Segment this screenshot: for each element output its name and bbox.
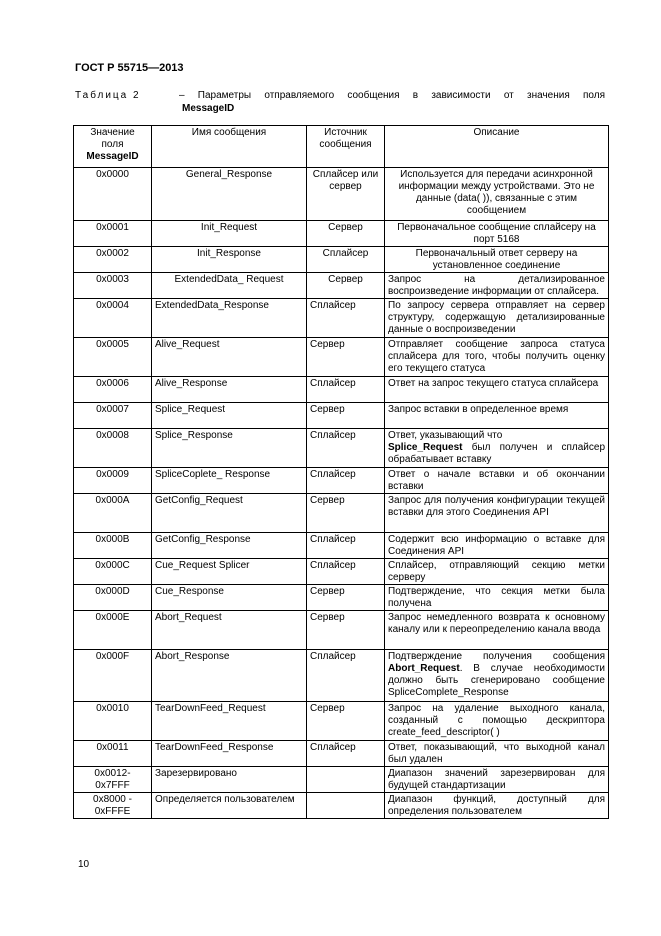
cell-message-source: Сервер bbox=[307, 221, 385, 247]
cell-messageid-value: 0x0007 bbox=[74, 403, 152, 429]
header-messageid bbox=[74, 126, 152, 168]
table-row bbox=[74, 533, 609, 559]
cell-description: Содержит всю информацию о вставке для Соединения API bbox=[385, 533, 609, 559]
cell-message-name: Зарезервировано bbox=[152, 767, 307, 793]
message-parameters-table bbox=[73, 125, 609, 819]
table-body bbox=[74, 168, 609, 819]
cell-message-source: Сплайсер bbox=[307, 650, 385, 702]
description-text: Ответ, указывающий что bbox=[388, 430, 503, 441]
header-messageid-line3: MessageID bbox=[86, 151, 139, 162]
cell-message-source: Сервер bbox=[307, 273, 385, 299]
cell-messageid-value: 0x000B bbox=[74, 533, 152, 559]
cell-message-name: TearDownFeed_Response bbox=[152, 741, 307, 767]
description-text: . В случае необходимости должно быть сгенерировано сообщение SpliceComplete_Response bbox=[388, 663, 605, 698]
cell-message-source: Сплайсер bbox=[307, 377, 385, 403]
cell-messageid-value: 0x000F bbox=[74, 650, 152, 702]
table-row bbox=[74, 403, 609, 429]
cell-description: Запрос на детализированное воспроизведение информации от сплайсера. bbox=[385, 273, 609, 299]
cell-description: Запрос на удаление выходного канала, созданный с помощью дескриптора create_feed_descriptor( ) bbox=[385, 702, 609, 741]
table-row bbox=[74, 494, 609, 533]
cell-message-name: Splice_Request bbox=[152, 403, 307, 429]
cell-message-name: Splice_Response bbox=[152, 429, 307, 468]
cell-message-source: Сервер bbox=[307, 403, 385, 429]
cell-description: Первоначальный ответ серверу на установленное соединение bbox=[385, 247, 609, 273]
cell-message-name: Init_Response bbox=[152, 247, 307, 273]
table-row bbox=[74, 767, 609, 793]
cell-description: Ответ о начале вставки и об окончании вставки bbox=[385, 468, 609, 494]
cell-messageid-value: 0x0010 bbox=[74, 702, 152, 741]
cell-messageid-value: 0x000C bbox=[74, 559, 152, 585]
cell-message-name: ExtendedData_Response bbox=[152, 299, 307, 338]
header-messageid-line2: поля bbox=[101, 139, 124, 150]
table-caption-field: MessageID bbox=[182, 103, 235, 114]
cell-description: Ответ на запрос текущего статуса сплайсера bbox=[385, 377, 609, 403]
cell-description bbox=[385, 650, 609, 702]
cell-messageid-value: 0x0002 bbox=[74, 247, 152, 273]
table-row bbox=[74, 468, 609, 494]
table-header-row bbox=[74, 126, 609, 168]
cell-message-source: Сплайсер bbox=[307, 299, 385, 338]
cell-message-source: Сплайсер bbox=[307, 741, 385, 767]
cell-message-source: Сервер bbox=[307, 611, 385, 650]
cell-message-source: Сервер bbox=[307, 338, 385, 377]
table-row bbox=[74, 559, 609, 585]
table-row bbox=[74, 585, 609, 611]
cell-message-name: Abort_Response bbox=[152, 650, 307, 702]
table-row bbox=[74, 338, 609, 377]
cell-message-source: Сервер bbox=[307, 585, 385, 611]
cell-messageid-value: 0x0006 bbox=[74, 377, 152, 403]
table-row bbox=[74, 793, 609, 819]
cell-description: Запрос вставки в определенное время bbox=[385, 403, 609, 429]
table-row bbox=[74, 650, 609, 702]
cell-message-source: Сплайсер bbox=[307, 468, 385, 494]
cell-message-name: Alive_Request bbox=[152, 338, 307, 377]
cell-description: Отправляет сообщение запроса статуса сплайсера для того, чтобы получить оценку его текущего статуса bbox=[385, 338, 609, 377]
cell-message-name: Cue_Response bbox=[152, 585, 307, 611]
cell-message-source bbox=[307, 767, 385, 793]
page-number: 10 bbox=[78, 859, 90, 870]
cell-message-source: Сервер bbox=[307, 494, 385, 533]
cell-messageid-value: 0x0009 bbox=[74, 468, 152, 494]
cell-message-source: Сплайсер bbox=[307, 429, 385, 468]
cell-description: Диапазон функций, доступный для определения пользователем bbox=[385, 793, 609, 819]
cell-message-name: GetConfig_Response bbox=[152, 533, 307, 559]
cell-message-name: Init_Request bbox=[152, 221, 307, 247]
cell-messageid-value: 0x0001 bbox=[74, 221, 152, 247]
cell-message-source: Сплайсер bbox=[307, 559, 385, 585]
table-caption-text: – Параметры отправляемого сообщения в зависимости от значения поля bbox=[179, 90, 605, 101]
cell-description: Сплайсер, отправляющий секцию метки серверу bbox=[385, 559, 609, 585]
table-row bbox=[74, 247, 609, 273]
cell-message-source bbox=[307, 793, 385, 819]
cell-description bbox=[385, 429, 609, 468]
cell-message-name: Cue_Request Splicer bbox=[152, 559, 307, 585]
table-row bbox=[74, 429, 609, 468]
header-message-source: Источник сообщения bbox=[307, 126, 385, 168]
table-row bbox=[74, 741, 609, 767]
header-description: Описание bbox=[385, 126, 609, 168]
cell-messageid-value: 0x0011 bbox=[74, 741, 152, 767]
cell-messageid-value: 0x0004 bbox=[74, 299, 152, 338]
cell-message-name: Alive_Response bbox=[152, 377, 307, 403]
table-row bbox=[74, 611, 609, 650]
table-row bbox=[74, 299, 609, 338]
cell-description: Подтверждение, что секция метки была получена bbox=[385, 585, 609, 611]
table-row bbox=[74, 377, 609, 403]
cell-message-name: Abort_Request bbox=[152, 611, 307, 650]
table-row bbox=[74, 221, 609, 247]
cell-messageid-value: 0x000A bbox=[74, 494, 152, 533]
header-message-name: Имя сообщения bbox=[152, 126, 307, 168]
cell-messageid-value: 0x000D bbox=[74, 585, 152, 611]
description-message-name: Abort_Request bbox=[388, 663, 460, 674]
description-text: Подтверждение получения сообщения bbox=[388, 651, 605, 662]
cell-messageid-value: 0x0000 bbox=[74, 168, 152, 221]
cell-message-name: General_Response bbox=[152, 168, 307, 221]
cell-message-source: Сплайсер или сервер bbox=[307, 168, 385, 221]
cell-message-name: Определяется пользователем bbox=[152, 793, 307, 819]
cell-message-source: Сплайсер bbox=[307, 247, 385, 273]
cell-description: Запрос для получения конфигурации текущей вставки для этого Соединения API bbox=[385, 494, 609, 533]
cell-description: Запрос немедленного возврата к основному каналу или к переопределению канала ввода bbox=[385, 611, 609, 650]
cell-description: Ответ, показывающий, что выходной канал был удален bbox=[385, 741, 609, 767]
cell-message-name: GetConfig_Request bbox=[152, 494, 307, 533]
cell-message-name: ExtendedData_ Request bbox=[152, 273, 307, 299]
header-messageid-line1: Значение bbox=[90, 127, 135, 138]
cell-messageid-value: 0x0008 bbox=[74, 429, 152, 468]
table-row bbox=[74, 702, 609, 741]
cell-description: Используется для передачи асинхронной информации между устройствами. Это не данные (data( )), связанные с этим сообщением bbox=[385, 168, 609, 221]
cell-message-name: SpliceCoplete_ Response bbox=[152, 468, 307, 494]
cell-message-source: Сплайсер bbox=[307, 533, 385, 559]
table-label: Таблица 2 bbox=[75, 90, 141, 101]
cell-messageid-value: 0x0003 bbox=[74, 273, 152, 299]
table-caption bbox=[75, 89, 605, 114]
table-row bbox=[74, 168, 609, 221]
cell-description: Первоначальное сообщение сплайсеру на порт 5168 bbox=[385, 221, 609, 247]
cell-message-source: Сервер bbox=[307, 702, 385, 741]
description-message-name: Splice_Request bbox=[388, 442, 463, 453]
table-row bbox=[74, 273, 609, 299]
cell-messageid-value: 0x0012- 0x7FFF bbox=[74, 767, 152, 793]
cell-message-name: TearDownFeed_Request bbox=[152, 702, 307, 741]
cell-description: Диапазон значений зарезервирован для будущей стандартизации bbox=[385, 767, 609, 793]
cell-messageid-value: 0x0005 bbox=[74, 338, 152, 377]
description-text: был получен и сплайсер обрабатывает вставку bbox=[388, 442, 606, 465]
cell-messageid-value: 0x000E bbox=[74, 611, 152, 650]
cell-messageid-value: 0x8000 - 0xFFFE bbox=[74, 793, 152, 819]
document-standard-title: ГОСТ Р 55715—2013 bbox=[75, 62, 184, 74]
cell-description: По запросу сервера отправляет на сервер структуру, содержащую детализированные данные о воспроизведении bbox=[385, 299, 609, 338]
